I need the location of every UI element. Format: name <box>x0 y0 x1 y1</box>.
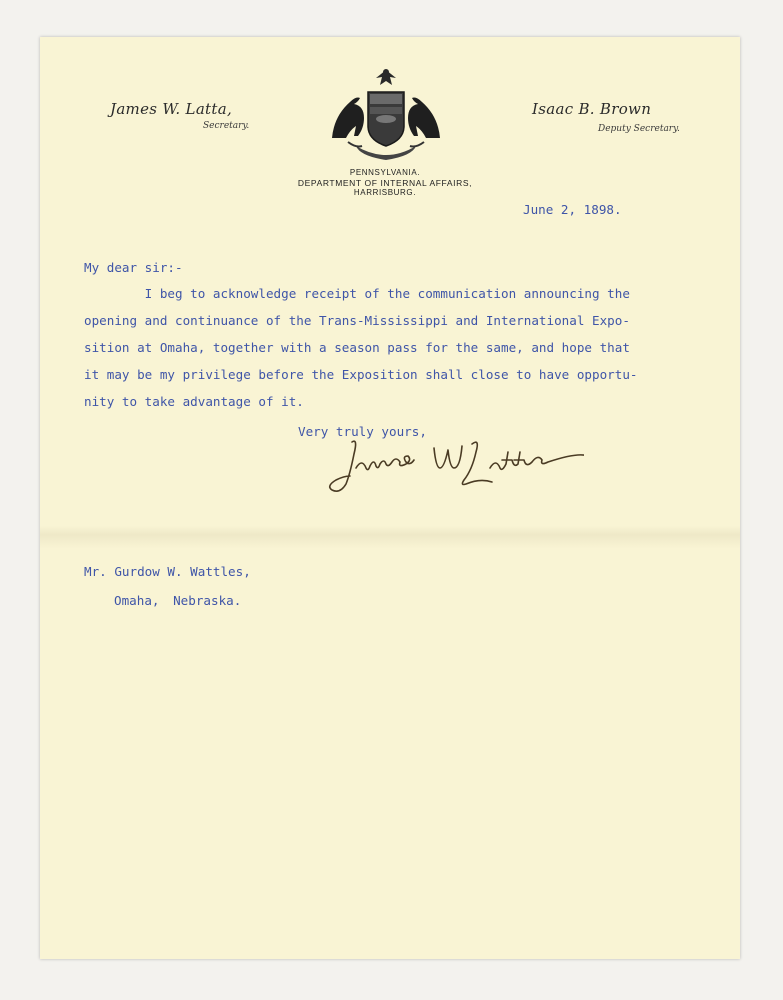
letterhead-left-name: James W. Latta, <box>110 100 233 118</box>
body-line: sition at Omaha, together with a season pass for the same, and hope that <box>84 340 630 355</box>
recipient-address: Omaha, Nebraska. <box>114 593 242 608</box>
body-line: I beg to acknowledge receipt of the communication announcing the <box>84 286 630 301</box>
pennsylvania-seal-icon <box>318 64 454 168</box>
recipient-name: Mr. Gurdow W. Wattles, <box>84 564 251 579</box>
body-line: nity to take advantage of it. <box>84 394 304 409</box>
letterhead-right-name: Isaac B. Brown <box>532 100 652 118</box>
letterhead-left-role: Secretary. <box>203 121 250 131</box>
body-line: it may be my privilege before the Exposition shall close to have opportu- <box>84 367 638 382</box>
letter-date: June 2, 1898. <box>523 202 622 217</box>
letter-closing: Very truly yours, <box>298 424 427 439</box>
letterhead-state: PENNSYLVANIA. <box>349 168 421 177</box>
letterhead-right-role: Deputy Secretary. <box>598 124 680 134</box>
handwritten-signature <box>322 434 584 496</box>
body-line: opening and continuance of the Trans-Mississippi and International Expo- <box>84 313 630 328</box>
letterhead-department: DEPARTMENT OF INTERNAL AFFAIRS, <box>297 178 473 188</box>
letterhead-city: HARRISBURG. <box>353 188 417 197</box>
letter-salutation: My dear sir:- <box>84 260 183 275</box>
